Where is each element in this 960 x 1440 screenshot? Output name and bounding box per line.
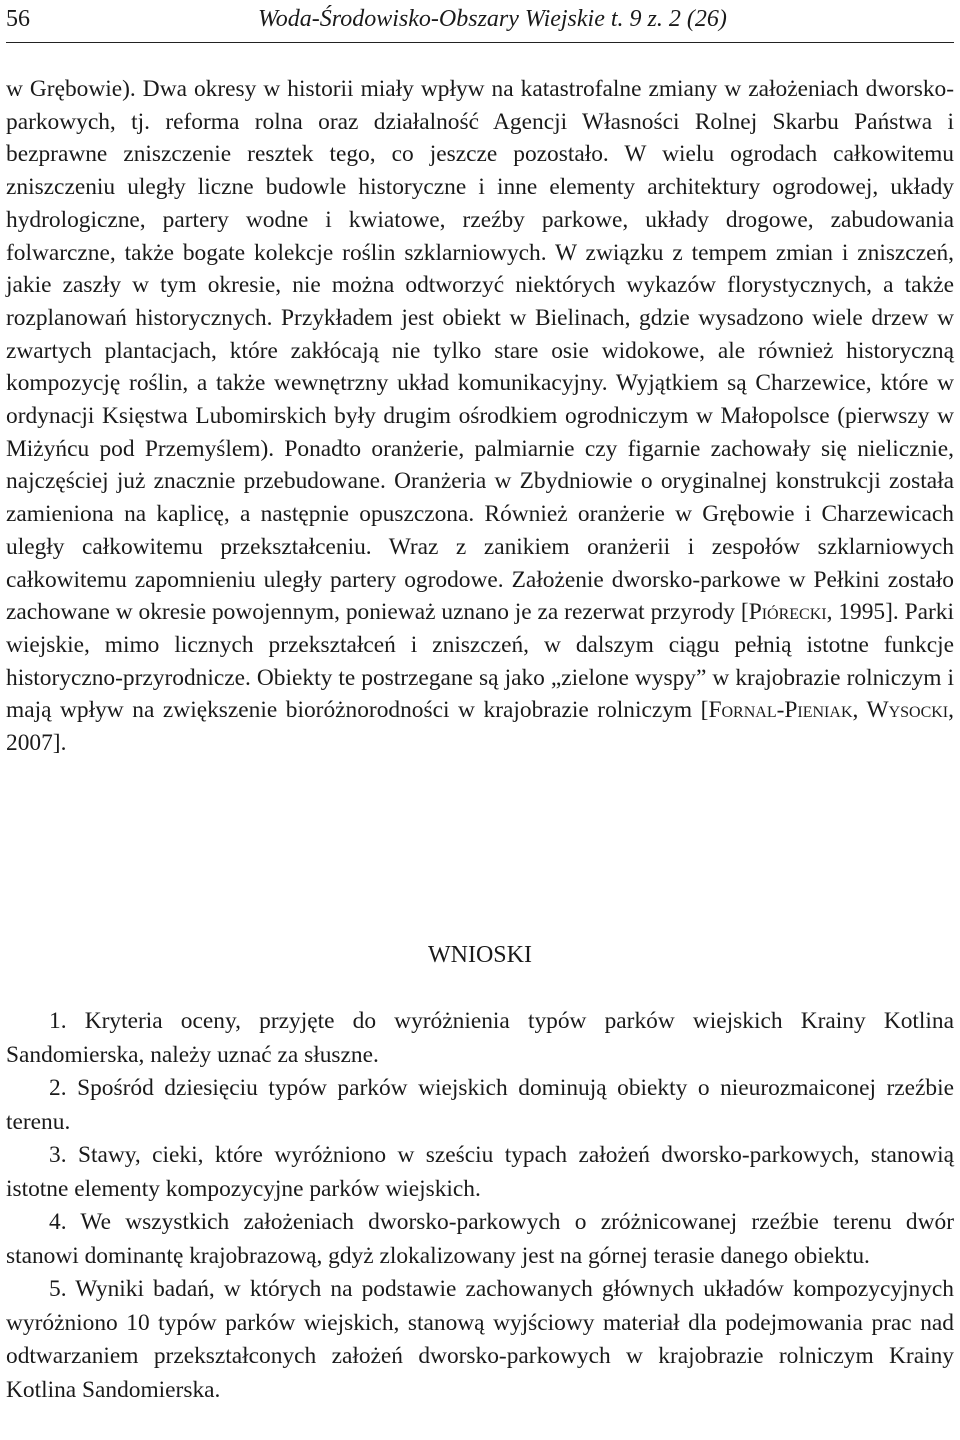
citation-authors: Fornal-Pieniak, Wysocki <box>708 697 949 724</box>
body-paragraph <box>6 73 954 760</box>
conclusion-item: 4. We wszystkich założeniach dworsko-parkowych o zróżnicowanej rzeźbie terenu dwór stanowi dominantę krajobrazową, gdyż zlokalizowany jest na górnej terasie danego obiektu. <box>6 1209 954 1269</box>
conclusion-item: 3. Stawy, cieki, które wyróżniono w sześciu typach założeń dworsko-parkowych, stanowią istotne elementy kompozycyjne parków wiejskich. <box>6 1142 954 1202</box>
conclusion-item: 5. Wyniki badań, w których na podstawie zachowanych głównych układów kompozycyjnych wyróżniono 10 typów parków wiejskich, stanową wyjściowy materiał dla podejmowania prac nad odtwarzaniem przekształconych założeń dworsko-parkowych w krajobrazie rolniczym Krainy Kotlina Sandomierska. <box>6 1276 954 1403</box>
journal-page <box>6 0 954 1440</box>
section-heading-conclusions: WNIOSKI <box>428 942 532 968</box>
body-text <box>6 73 954 760</box>
journal-title: Woda-Środowisko-Obszary Wiejskie t. 9 z. 2 (26) <box>258 6 727 32</box>
running-header <box>6 2 954 36</box>
conclusions-list <box>6 1005 954 1407</box>
citation-author: Piórecki <box>748 599 827 626</box>
body-text-part-3: , 2007]. <box>6 697 954 757</box>
page-number: 56 <box>6 6 30 32</box>
conclusion-item: 2. Spośród dziesięciu typów parków wiejskich dominują obiekty o nieurozmaiconej rzeźbie terenu. <box>6 1075 954 1135</box>
conclusion-item: 1. Kryteria oceny, przyjęte do wyróżnienia typów parków wiejskich Krainy Kotlina Sandomierska, należy uznać za słuszne. <box>6 1008 954 1068</box>
body-text-part-2: , 1995]. Parki wiejskie, mimo licznych przekształceń i zniszczeń, w dalszym ciągu pełnią istotne funkcje historyczno-przyrodnicze. Obiekty te postrzegane są jako „zielone wyspy” w krajobrazie rolniczym i mają wpływ na zwiększenie bioróżnorodności w krajobrazie rolniczym [ <box>6 599 954 724</box>
header-rule <box>6 42 954 43</box>
body-text-part-1: w Grębowie). Dwa okresy w historii miały wpływ na katastrofalne zmiany w założeniach dworsko-parkowych, tj. reforma rolna oraz działalność Agencji Własności Rolnej Skarbu Państwa i bezprawne zniszczenie resztek tego, co jeszcze pozostało. W wielu ogrodach całkowitemu zniszczeniu uległy liczne budowle historyczne i inne elementy architektury ogrodowej, układy hydrologiczne, partery wodne i kwiatowe, rzeźby parkowe, układy drogowe, zabudowania folwarczne, także bogate kolekcje roślin szklarniowych. W związku z tempem zmian i zniszczeń, jakie zaszły w tym okresie, nie można odtworzyć niektórych wykazów florystycznych, a także rozplanowań historycznych. Przykładem jest obiekt w Bielinach, gdzie wysadzono wiele drzew w zwartych plantacjach, które zakłócają nie tylko stare osie widokowe, ale również historyczną kompozycję roślin, a także wewnętrzny układ komunikacyjny. Wyjątkiem są Charzewice, które w ordynacji Księstwa Lubomirskich były drugim ośrodkiem ogrodniczym w Małopolsce (pierwszy w Miżyńcu pod Przemyślem). Ponadto oranżerie, palmiarnie czy figarnie zachowały się nielicznie, najczęściej już znacznie przebudowane. Oranżeria w Zbydniowie o oryginalnej konstrukcji została zamieniona na kaplicę, a następnie opuszczona. Również oranżerie w Grębowie i Charzewicach uległy całkowitemu przekształceniu. Wraz z zanikiem oranżerii i zespołów szklarniowych całkowitemu zapomnieniu uległy partery ogrodowe. Założenie dworsko-parkowe w Pełkini zostało zachowane w okresie powojennym, ponieważ uznano je za rezerwat przyrody [ <box>6 76 954 626</box>
